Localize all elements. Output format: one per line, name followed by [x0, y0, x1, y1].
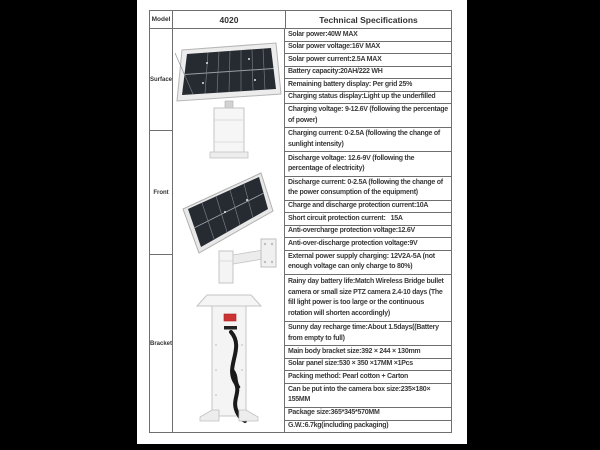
table-body-row	[150, 29, 451, 432]
spec-row: Remaining battery display: Per grid 25%	[285, 79, 451, 92]
spec-row: Package size:365*345*570MM	[285, 408, 451, 421]
spec-row: Anti-overcharge protection voltage:12.6V	[285, 226, 451, 239]
solar-panel-front-view-image	[175, 34, 283, 162]
spec-row: Solar power:40W MAX	[285, 29, 451, 42]
section-label-column	[150, 29, 173, 432]
spec-row: Main body bracket size:392 × 244 × 130mm	[285, 346, 451, 359]
spec-row: Charging voltage: 9-12.6V (following the percentage of power)	[285, 104, 451, 128]
spec-row: Short circuit protection current: 15A	[285, 213, 451, 226]
spec-row: Charge and discharge protection current:10A	[285, 201, 451, 214]
spec-row: Solar panel size:530 × 350 ×17MM ×1Pcs	[285, 359, 451, 372]
bracket-pole-with-cable-image	[175, 290, 283, 426]
spec-row: Packing method: Pearl cotton + Carton	[285, 371, 451, 384]
section-label-surface: Surface	[150, 29, 172, 131]
spec-row: Solar power voltage:16V MAX	[285, 42, 451, 55]
spec-row: Rainy day battery life:Match Wireless Bridge bullet camera or small size PTZ camera 2.4-10 days (The fill light power is too large or the continuous rotation will shorten accordingly)	[285, 275, 451, 322]
spec-table	[149, 10, 452, 433]
section-label-front: Front	[150, 131, 172, 255]
product-image-column	[173, 29, 285, 432]
spec-row: Anti-over-discharge protection voltage:9V	[285, 238, 451, 251]
model-value-cell: 4020	[173, 11, 286, 28]
section-label-bracket: Bracket	[150, 340, 173, 347]
spec-row: Solar power current:2.5A MAX	[285, 54, 451, 67]
solar-panel-angled-view-image	[175, 167, 283, 285]
model-header-cell: Model	[150, 11, 173, 28]
spec-row: Discharge voltage: 12.6-9V (following the percentage of electricity)	[285, 152, 451, 176]
spec-row: External power supply charging: 12V2A-5A (not enough voltage can only charge to 80%)	[285, 251, 451, 275]
spec-row: Sunny day recharge time:About 1.5days((Battery from empty to full)	[285, 322, 451, 346]
table-header-row	[150, 11, 451, 29]
specs-column	[285, 29, 451, 432]
content-area	[137, 0, 467, 444]
spec-row: Can be put into the camera box size:235×180× 155MM	[285, 384, 451, 408]
spec-row: Charging status display:Light up the underfilled	[285, 92, 451, 105]
spec-row: Discharge current: 0-2.5A (following the change of the power consumption of the equipment)	[285, 177, 451, 201]
specs-title-cell: Technical Specifications	[319, 14, 418, 25]
spec-row: Battery capacity:20AH/222 WH	[285, 67, 451, 80]
spec-row: Charging current: 0-2.5A (following the change of sunlight intensity)	[285, 128, 451, 152]
spec-row: G.W.:6.7kg(including packaging)	[288, 422, 389, 430]
